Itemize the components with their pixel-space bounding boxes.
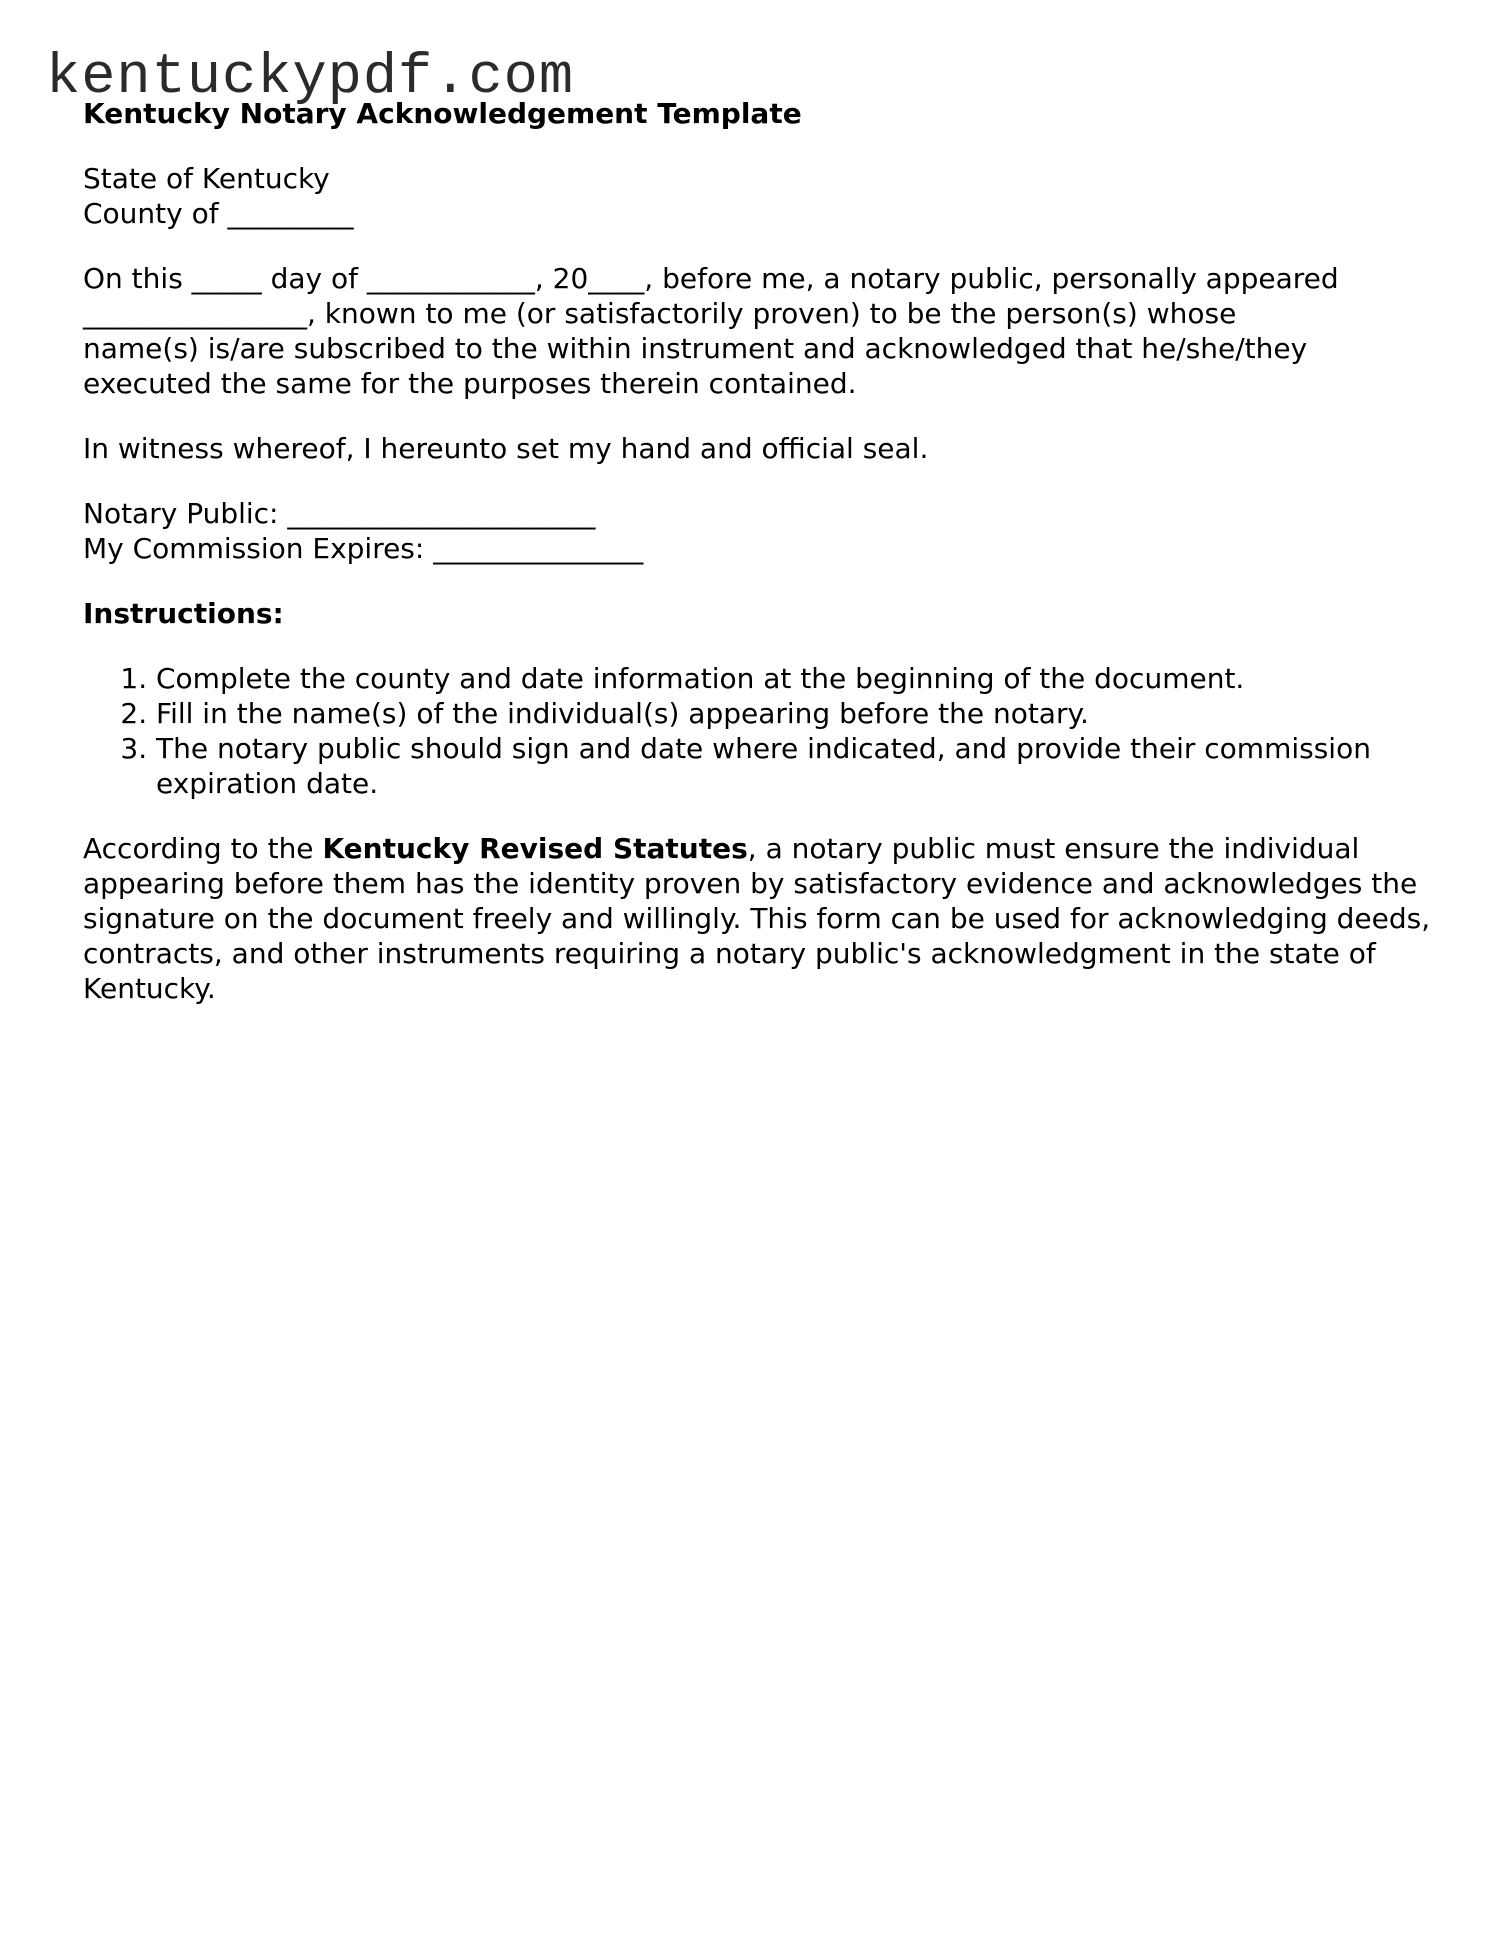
notary-public-line: Notary Public: ______________________ [83, 497, 596, 530]
acknowledgement-paragraph [83, 261, 1443, 401]
witness-statement: In witness whereof, I hereunto set my hand and official seal. [83, 432, 929, 465]
instructions-list [83, 661, 1443, 801]
watermark-logo: kentuckypdf.com [46, 46, 575, 110]
signature-block [83, 496, 1443, 566]
closing-prefix: According to the [83, 832, 323, 865]
acknowledgement-line: name(s) is/are subscribed to the within instrument and acknowledged that he/she/they [83, 332, 1308, 365]
closing-paragraph [83, 831, 1443, 1006]
acknowledgement-line: executed the same for the purposes therein contained. [83, 367, 857, 400]
instructions-heading: Instructions: [83, 597, 284, 630]
county-line: County of _________ [83, 197, 354, 230]
document-body [83, 96, 1443, 1036]
commission-expires-line: My Commission Expires: _______________ [83, 532, 644, 565]
statute-name: Kentucky Revised Statutes [322, 832, 748, 865]
closing-suffix: , a notary public must ensure the individual appearing before them has the identity proven by satisfactory evidence and acknowledges the signature on the document freely and willingly. This form can be used for acknowledging deeds, contracts, and other instruments requiring a notary public's acknowledgment in the state of Kentucky. [83, 832, 1431, 1005]
instruction-item: 3. The notary public should sign and date where indicated, and provide their commission expiration date. [156, 731, 1443, 801]
state-line: State of Kentucky [83, 162, 330, 195]
document-title: Kentucky Notary Acknowledgement Template [83, 97, 802, 130]
acknowledgement-line: ________________, known to me (or satisfactorily proven) to be the person(s) whose [83, 297, 1237, 330]
acknowledgement-line: On this _____ day of ____________, 20____, before me, a notary public, personally appeared [83, 262, 1339, 295]
instruction-item: 1. Complete the county and date information at the beginning of the document. [156, 661, 1443, 696]
instruction-item: 2. Fill in the name(s) of the individual(s) appearing before the notary. [156, 696, 1443, 731]
venue-block [83, 161, 1443, 231]
